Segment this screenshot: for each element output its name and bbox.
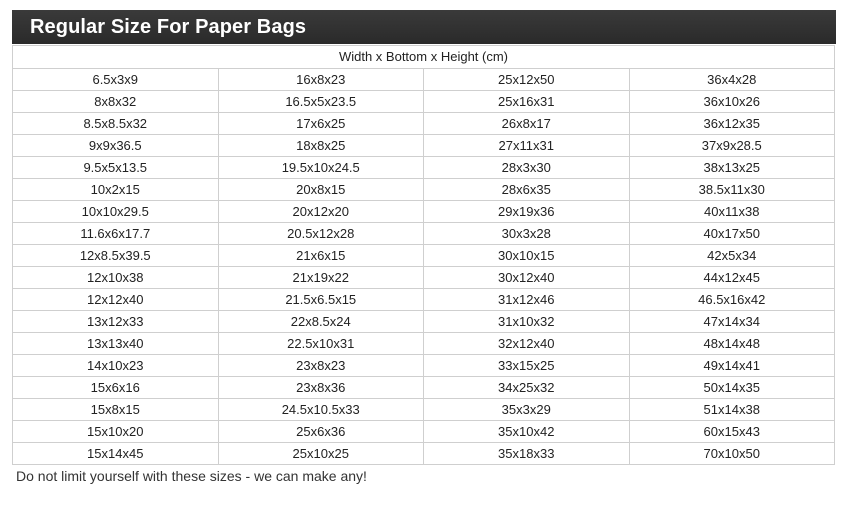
size-cell: 47x14x34 [629, 311, 835, 333]
size-cell: 15x8x15 [13, 399, 219, 421]
size-cell: 8.5x8.5x32 [13, 113, 219, 135]
size-cell: 49x14x41 [629, 355, 835, 377]
size-cell: 9.5x5x13.5 [13, 157, 219, 179]
size-cell: 20x8x15 [218, 179, 424, 201]
size-cell: 60x15x43 [629, 421, 835, 443]
table-row [13, 289, 835, 311]
size-cell: 33x15x25 [424, 355, 630, 377]
size-cell: 25x10x25 [218, 443, 424, 465]
size-cell: 26x8x17 [424, 113, 630, 135]
size-cell: 29x19x36 [424, 201, 630, 223]
size-cell: 22.5x10x31 [218, 333, 424, 355]
size-cell: 8x8x32 [13, 91, 219, 113]
size-cell: 40x11x38 [629, 201, 835, 223]
size-cell: 14x10x23 [13, 355, 219, 377]
size-cell: 25x6x36 [218, 421, 424, 443]
size-cell: 36x10x26 [629, 91, 835, 113]
size-cell: 20x12x20 [218, 201, 424, 223]
footnote: Do not limit yourself with these sizes - we can make any! [16, 468, 367, 484]
size-cell: 27x11x31 [424, 135, 630, 157]
size-cell: 28x3x30 [424, 157, 630, 179]
table-row [13, 223, 835, 245]
size-cell: 15x6x16 [13, 377, 219, 399]
size-cell: 44x12x45 [629, 267, 835, 289]
size-cell: 23x8x36 [218, 377, 424, 399]
table-row [13, 399, 835, 421]
table-row [13, 311, 835, 333]
page-title: Regular Size For Paper Bags [30, 16, 307, 38]
size-cell: 10x2x15 [13, 179, 219, 201]
size-cell: 24.5x10.5x33 [218, 399, 424, 421]
size-cell: 70x10x50 [629, 443, 835, 465]
title-bar [12, 10, 836, 44]
size-cell: 31x10x32 [424, 311, 630, 333]
size-cell: 23x8x23 [218, 355, 424, 377]
table-row [13, 355, 835, 377]
size-cell: 21x6x15 [218, 245, 424, 267]
size-cell: 21.5x6.5x15 [218, 289, 424, 311]
size-cell: 30x12x40 [424, 267, 630, 289]
size-cell: 10x10x29.5 [13, 201, 219, 223]
size-cell: 30x3x28 [424, 223, 630, 245]
size-cell: 37x9x28.5 [629, 135, 835, 157]
size-cell: 20.5x12x28 [218, 223, 424, 245]
table-row [13, 91, 835, 113]
size-cell: 38.5x11x30 [629, 179, 835, 201]
size-cell: 12x10x38 [13, 267, 219, 289]
size-cell: 50x14x35 [629, 377, 835, 399]
size-cell: 15x10x20 [13, 421, 219, 443]
size-cell: 13x13x40 [13, 333, 219, 355]
size-cell: 36x12x35 [629, 113, 835, 135]
size-cell: 12x12x40 [13, 289, 219, 311]
size-cell: 32x12x40 [424, 333, 630, 355]
size-cell: 36x4x28 [629, 69, 835, 91]
size-cell: 19.5x10x24.5 [218, 157, 424, 179]
size-cell: 40x17x50 [629, 223, 835, 245]
table-row [13, 245, 835, 267]
size-cell: 11.6x6x17.7 [13, 223, 219, 245]
size-cell: 35x3x29 [424, 399, 630, 421]
table-row [13, 69, 835, 91]
size-cell: 15x14x45 [13, 443, 219, 465]
table-row [13, 333, 835, 355]
table-row [13, 267, 835, 289]
table-row [13, 201, 835, 223]
size-cell: 25x12x50 [424, 69, 630, 91]
table-header: Width x Bottom x Height (cm) [13, 46, 835, 69]
table-header-row [13, 46, 835, 69]
size-cell: 25x16x31 [424, 91, 630, 113]
size-cell: 35x18x33 [424, 443, 630, 465]
table-row [13, 135, 835, 157]
size-cell: 28x6x35 [424, 179, 630, 201]
size-cell: 38x13x25 [629, 157, 835, 179]
size-cell: 9x9x36.5 [13, 135, 219, 157]
table-row [13, 179, 835, 201]
size-cell: 51x14x38 [629, 399, 835, 421]
size-cell: 42x5x34 [629, 245, 835, 267]
size-cell: 16.5x5x23.5 [218, 91, 424, 113]
size-cell: 18x8x25 [218, 135, 424, 157]
table-row [13, 157, 835, 179]
size-cell: 22x8.5x24 [218, 311, 424, 333]
size-cell: 31x12x46 [424, 289, 630, 311]
size-cell: 46.5x16x42 [629, 289, 835, 311]
table-row [13, 443, 835, 465]
size-cell: 16x8x23 [218, 69, 424, 91]
size-cell: 48x14x48 [629, 333, 835, 355]
size-cell: 34x25x32 [424, 377, 630, 399]
size-cell: 6.5x3x9 [13, 69, 219, 91]
size-cell: 30x10x15 [424, 245, 630, 267]
size-cell: 12x8.5x39.5 [13, 245, 219, 267]
table-row [13, 377, 835, 399]
size-cell: 21x19x22 [218, 267, 424, 289]
sizes-table [12, 45, 835, 465]
table-row [13, 421, 835, 443]
table-row [13, 113, 835, 135]
size-cell: 17x6x25 [218, 113, 424, 135]
size-cell: 35x10x42 [424, 421, 630, 443]
size-cell: 13x12x33 [13, 311, 219, 333]
